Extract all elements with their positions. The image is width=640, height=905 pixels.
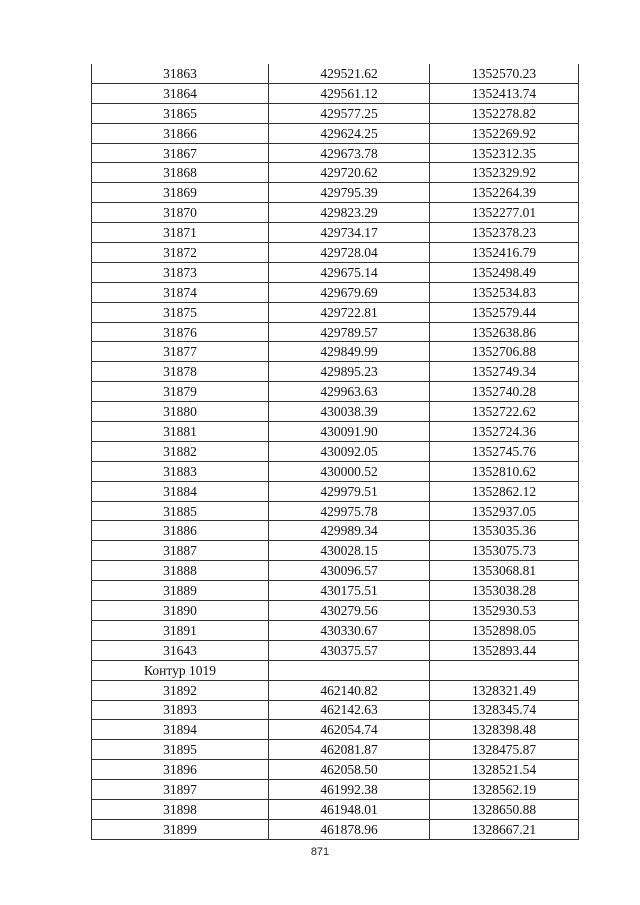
point-number-cell: 31891 [92,620,269,640]
x-coordinate-cell: 429728.04 [269,243,430,263]
y-coordinate-cell: 1352638.86 [430,322,579,342]
table-row [92,620,579,640]
x-coordinate-cell: 462058.50 [269,760,430,780]
point-number-cell: 31871 [92,223,269,243]
table-row [92,223,579,243]
table-row [92,163,579,183]
table-row [92,461,579,481]
y-coordinate-cell: 1328345.74 [430,700,579,720]
y-coordinate-cell: 1352269.92 [430,123,579,143]
y-coordinate-cell: 1352416.79 [430,243,579,263]
x-coordinate-cell: 461878.96 [269,819,430,839]
point-number-cell: 31885 [92,501,269,521]
y-coordinate-cell: 1352810.62 [430,461,579,481]
x-coordinate-cell: 429795.39 [269,183,430,203]
table-row [92,103,579,123]
table-row [92,441,579,461]
y-coordinate-cell: 1352706.88 [430,342,579,362]
coordinates-table-body [92,64,579,839]
table-row [92,262,579,282]
y-coordinate-cell: 1352264.39 [430,183,579,203]
y-coordinate-cell: 1328562.19 [430,780,579,800]
y-coordinate-cell: 1352749.34 [430,362,579,382]
x-coordinate-cell: 430000.52 [269,461,430,481]
point-number-cell: 31881 [92,422,269,442]
y-coordinate-cell: 1352570.23 [430,64,579,83]
y-coordinate-cell: 1352579.44 [430,302,579,322]
point-number-cell: 31869 [92,183,269,203]
point-number-cell: 31872 [92,243,269,263]
x-coordinate-cell: 429720.62 [269,163,430,183]
x-coordinate-cell: 430175.51 [269,581,430,601]
point-number-cell: 31877 [92,342,269,362]
table-row [92,342,579,362]
x-coordinate-cell: 462054.74 [269,720,430,740]
point-number-cell: 31643 [92,640,269,660]
table-row [92,561,579,581]
point-number-cell: 31888 [92,561,269,581]
table-row [92,799,579,819]
x-coordinate-cell: 429895.23 [269,362,430,382]
table-row [92,282,579,302]
table-row [92,680,579,700]
table-row [92,362,579,382]
point-number-cell: 31867 [92,143,269,163]
y-coordinate-cell: 1352898.05 [430,620,579,640]
point-number-cell: 31894 [92,720,269,740]
y-coordinate-cell: 1328398.48 [430,720,579,740]
x-coordinate-cell: 430091.90 [269,422,430,442]
point-number-cell: 31898 [92,799,269,819]
table-row [92,541,579,561]
y-coordinate-cell: 1352413.74 [430,83,579,103]
point-number-cell: 31889 [92,581,269,601]
x-coordinate-cell: 430028.15 [269,541,430,561]
x-coordinate-cell: 429789.57 [269,322,430,342]
point-number-cell: 31878 [92,362,269,382]
table-row [92,402,579,422]
x-coordinate-cell: 429675.14 [269,262,430,282]
x-coordinate-cell: 429577.25 [269,103,430,123]
x-coordinate-cell: 430092.05 [269,441,430,461]
table-row [92,601,579,621]
table-row [92,302,579,322]
point-number-cell: 31873 [92,262,269,282]
y-coordinate-cell: 1352740.28 [430,382,579,402]
x-coordinate-cell: 429722.81 [269,302,430,322]
table-row [92,143,579,163]
y-coordinate-cell: 1352312.35 [430,143,579,163]
point-number-cell: 31868 [92,163,269,183]
x-coordinate-cell: 462081.87 [269,740,430,760]
x-coordinate-cell: 429975.78 [269,501,430,521]
table-row [92,819,579,839]
x-coordinate-cell: 430279.56 [269,601,430,621]
x-coordinate-cell: 429823.29 [269,203,430,223]
table-row [92,123,579,143]
table-row [92,640,579,660]
y-coordinate-cell: 1328475.87 [430,740,579,760]
y-coordinate-cell: 1353075.73 [430,541,579,561]
point-number-cell: 31887 [92,541,269,561]
section-header-row [92,660,579,680]
table-row [92,83,579,103]
coordinates-table [91,64,579,840]
y-coordinate-cell: 1328321.49 [430,680,579,700]
x-coordinate-cell: 430096.57 [269,561,430,581]
x-coordinate-cell: 429979.51 [269,481,430,501]
y-coordinate-cell: 1353035.36 [430,521,579,541]
table-row [92,581,579,601]
table-row [92,501,579,521]
y-coordinate-cell: 1328650.88 [430,799,579,819]
x-coordinate-cell: 429521.62 [269,64,430,83]
x-coordinate-cell: 429989.34 [269,521,430,541]
y-coordinate-cell: 1328667.21 [430,819,579,839]
table-row [92,322,579,342]
table-row [92,64,579,83]
table-row [92,700,579,720]
x-coordinate-cell: 429624.25 [269,123,430,143]
point-number-cell: 31864 [92,83,269,103]
table-row [92,740,579,760]
point-number-cell: 31890 [92,601,269,621]
point-number-cell: 31876 [92,322,269,342]
y-coordinate-cell: 1352498.49 [430,262,579,282]
point-number-cell: 31896 [92,760,269,780]
x-coordinate-cell: 462140.82 [269,680,430,700]
table-row [92,780,579,800]
point-number-cell: 31899 [92,819,269,839]
y-coordinate-cell: 1352937.05 [430,501,579,521]
y-coordinate-cell: 1352930.53 [430,601,579,621]
y-coordinate-cell: 1352378.23 [430,223,579,243]
point-number-cell: 31883 [92,461,269,481]
x-coordinate-cell: 429963.63 [269,382,430,402]
point-number-cell: 31870 [92,203,269,223]
y-coordinate-cell: 1352277.01 [430,203,579,223]
table-row [92,481,579,501]
y-coordinate-cell: 1352722.62 [430,402,579,422]
point-number-cell: 31874 [92,282,269,302]
x-coordinate-cell: 429673.78 [269,143,430,163]
table-row [92,382,579,402]
y-coordinate-cell: 1328521.54 [430,760,579,780]
x-coordinate-cell: 430375.57 [269,640,430,660]
point-number-cell: 31879 [92,382,269,402]
x-coordinate-cell: 429561.12 [269,83,430,103]
y-coordinate-cell: 1352724.36 [430,422,579,442]
y-coordinate-cell: 1352329.92 [430,163,579,183]
point-number-cell: 31886 [92,521,269,541]
table-row [92,720,579,740]
y-coordinate-cell: 1352278.82 [430,103,579,123]
point-number-cell: 31897 [92,780,269,800]
point-number-cell: 31893 [92,700,269,720]
point-number-cell: 31875 [92,302,269,322]
y-coordinate-cell: 1352745.76 [430,441,579,461]
point-number-cell: 31865 [92,103,269,123]
table-row [92,521,579,541]
point-number-cell: 31884 [92,481,269,501]
table-row [92,760,579,780]
x-coordinate-cell: 461948.01 [269,799,430,819]
y-coordinate-cell [430,660,579,680]
y-coordinate-cell: 1352862.12 [430,481,579,501]
x-coordinate-cell: 429734.17 [269,223,430,243]
x-coordinate-cell: 461992.38 [269,780,430,800]
x-coordinate-cell: 429679.69 [269,282,430,302]
table-row [92,422,579,442]
point-number-cell: 31863 [92,64,269,83]
x-coordinate-cell [269,660,430,680]
point-number-cell: 31892 [92,680,269,700]
x-coordinate-cell: 429849.99 [269,342,430,362]
x-coordinate-cell: 430038.39 [269,402,430,422]
y-coordinate-cell: 1352534.83 [430,282,579,302]
page-number: 871 [310,846,330,858]
table-row [92,183,579,203]
y-coordinate-cell: 1353038.28 [430,581,579,601]
point-number-cell: 31880 [92,402,269,422]
x-coordinate-cell: 462142.63 [269,700,430,720]
section-title-cell: Контур 1019 [92,660,269,680]
table-row [92,203,579,223]
point-number-cell: 31866 [92,123,269,143]
point-number-cell: 31882 [92,441,269,461]
point-number-cell: 31895 [92,740,269,760]
y-coordinate-cell: 1353068.81 [430,561,579,581]
x-coordinate-cell: 430330.67 [269,620,430,640]
y-coordinate-cell: 1352893.44 [430,640,579,660]
table-row [92,243,579,263]
